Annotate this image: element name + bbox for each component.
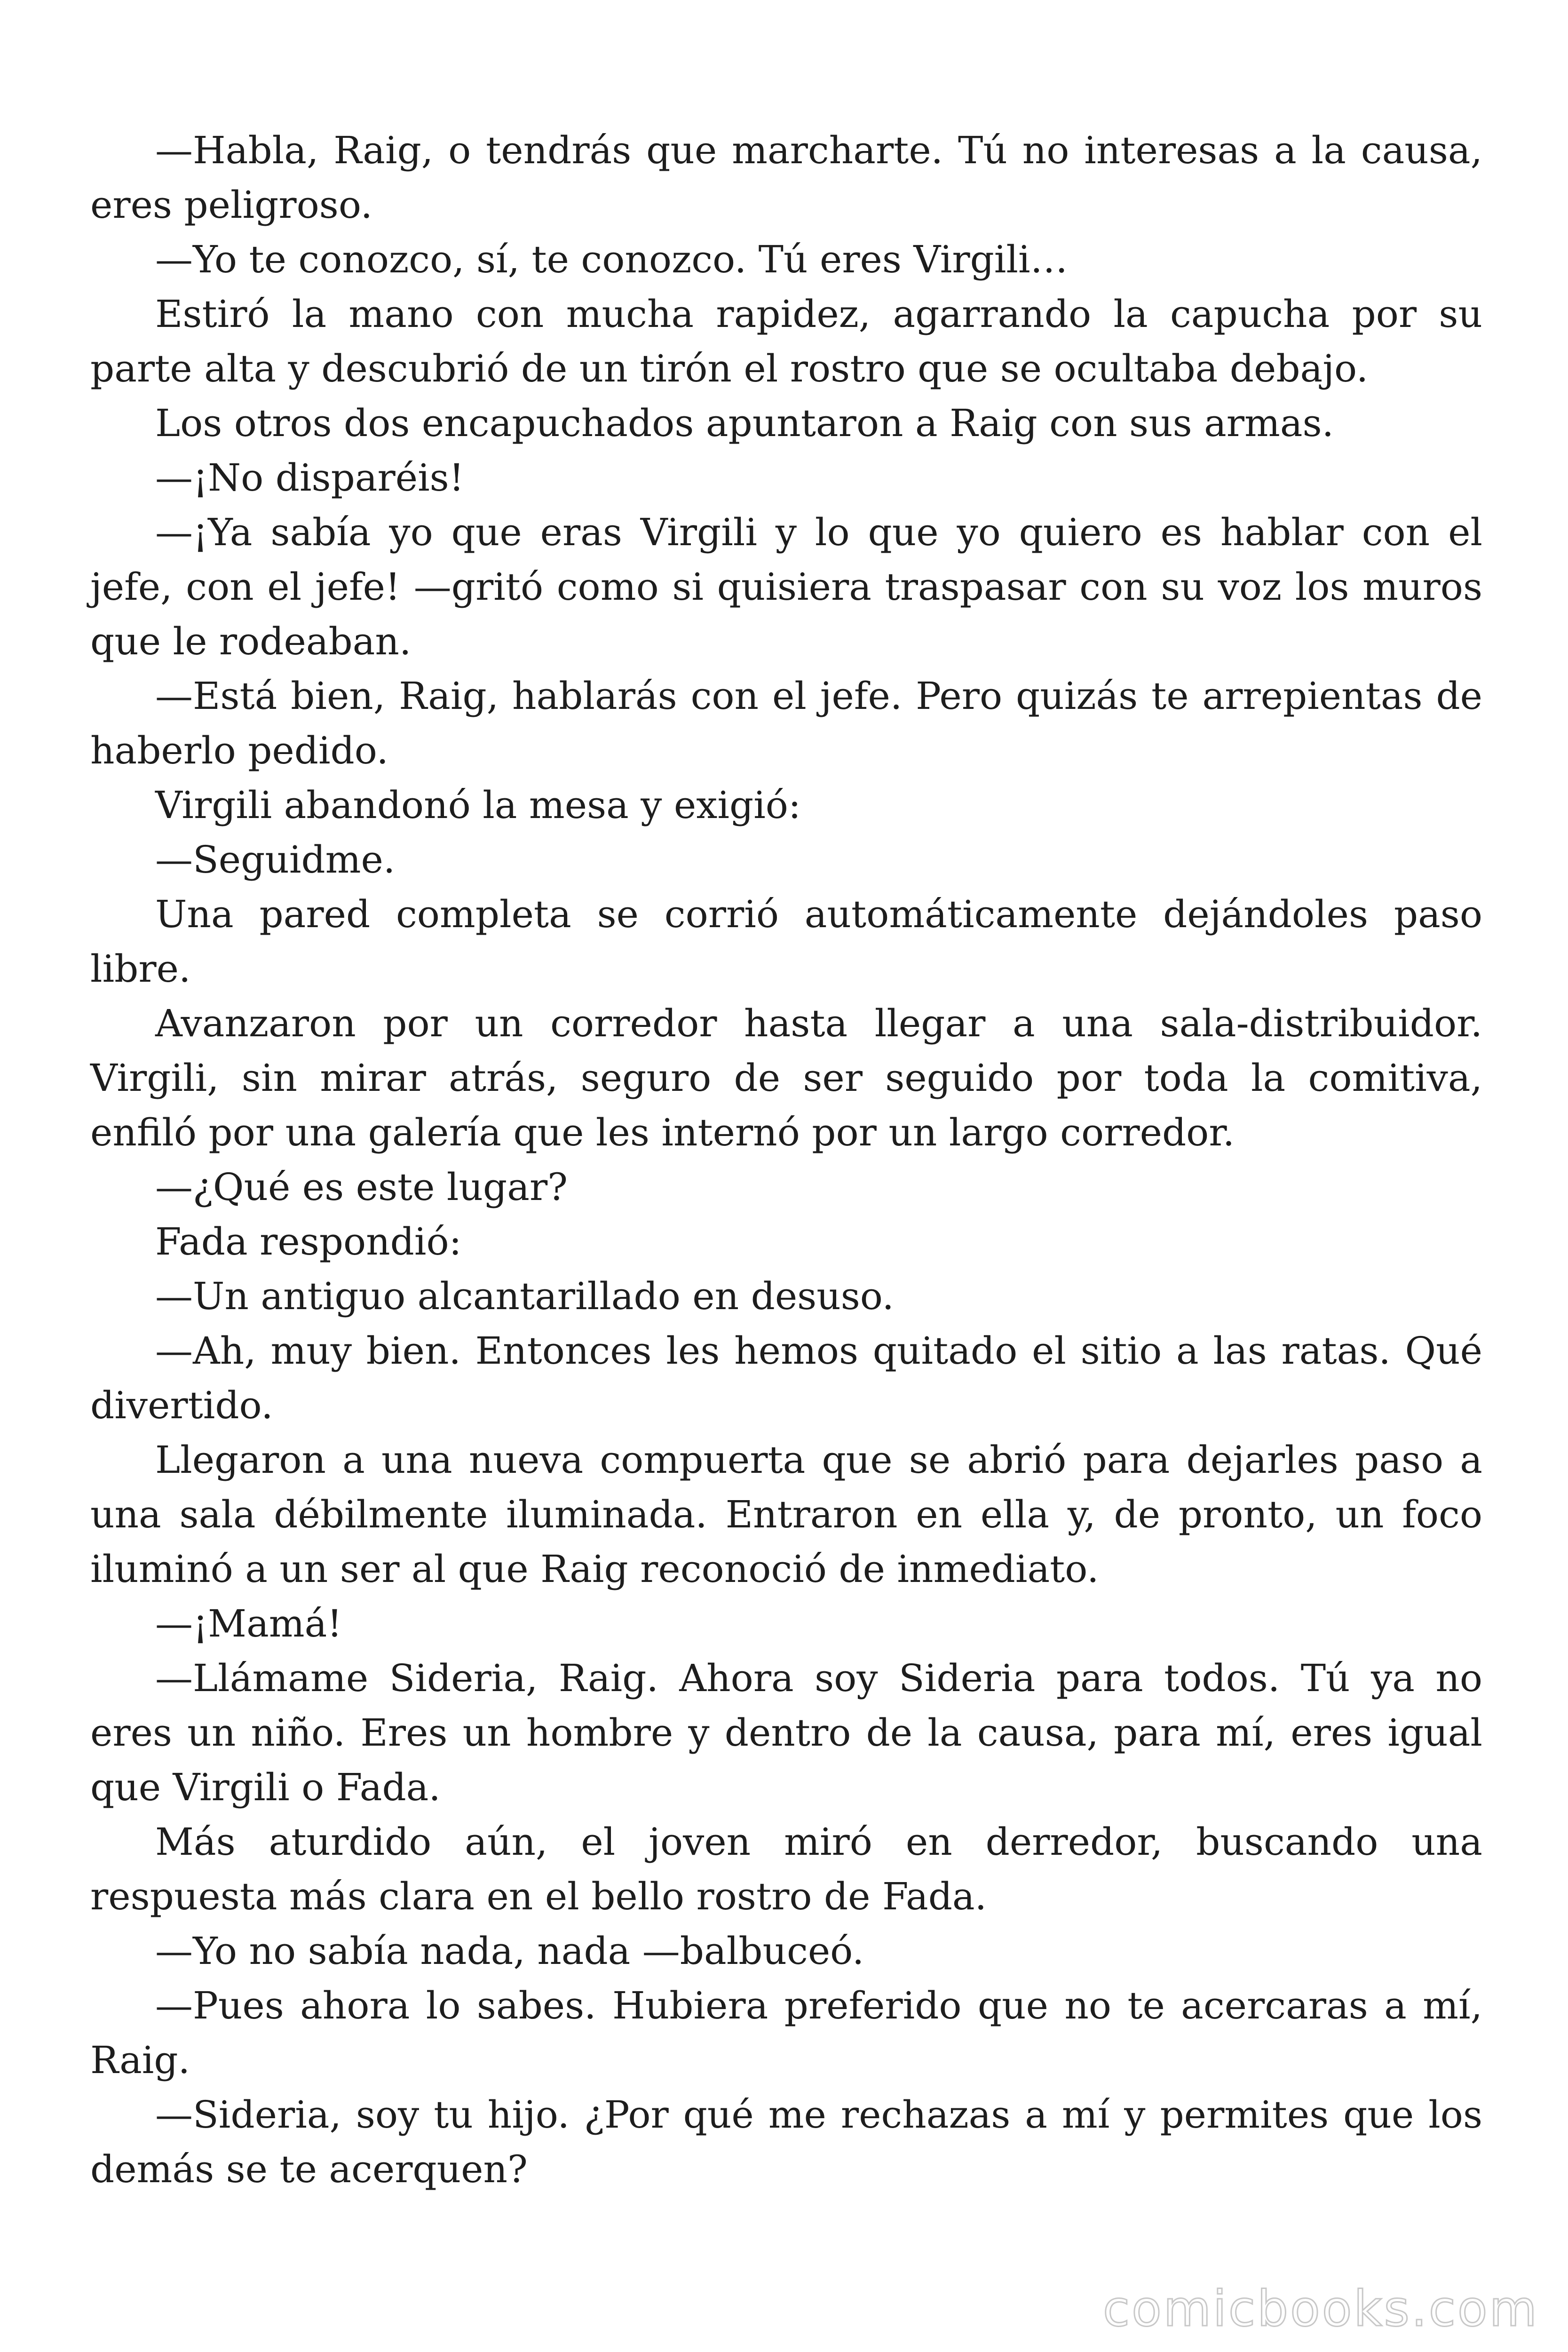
paragraph: —Sideria, soy tu hijo. ¿Por qué me rechazas a mí y permites que los demás se te acerquen?	[90, 2093, 1482, 2191]
paragraph: —Está bien, Raig, hablarás con el jefe. Pero quizás te arrepientas de haberlo pedido.	[90, 674, 1482, 772]
paragraph: —Habla, Raig, o tendrás que marcharte. Tú no interesas a la causa, eres peligroso.	[90, 128, 1482, 227]
page-text	[90, 123, 1482, 2197]
paragraph: Una pared completa se corrió automáticamente dejándoles paso libre.	[90, 892, 1482, 991]
paragraph: —Pues ahora lo sabes. Hubiera preferido que no te acercaras a mí, Raig.	[90, 1984, 1482, 2082]
watermark: comicbooks.com	[1102, 2280, 1539, 2337]
paragraph: Los otros dos encapuchados apuntaron a Raig con sus armas.	[155, 401, 1334, 445]
paragraph: —¡Ya sabía yo que eras Virgili y lo que yo quiero es hablar con el jefe, con el jefe! —gritó como si quisiera traspasar con su voz los muros que le rodeaban.	[90, 510, 1482, 663]
paragraph: —¿Qué es este lugar?	[155, 1165, 568, 1209]
paragraph: Llegaron a una nueva compuerta que se abrió para dejarles paso a una sala débilmente iluminada. Entraron en ella y, de pronto, un foco iluminó a un ser al que Raig reconoció de inmediato.	[90, 1438, 1482, 1591]
paragraph: —¡Mamá!	[155, 1602, 342, 1645]
paragraph: —Llámame Sideria, Raig. Ahora soy Sideria para todos. Tú ya no eres un niño. Eres un hombre y dentro de la causa, para mí, eres igual que Virgili o Fada.	[90, 1656, 1482, 1809]
paragraph: —Yo te conozco, sí, te conozco. Tú eres Virgili…	[155, 238, 1068, 281]
paragraph: Estiró la mano con mucha rapidez, agarrando la capucha por su parte alta y descubrió de un tirón el rostro que se ocultaba debajo.	[90, 292, 1482, 390]
paragraph: Fada respondió:	[155, 1220, 462, 1263]
paragraph: —¡No disparéis!	[155, 456, 464, 500]
paragraph: —Yo no sabía nada, nada —balbuceó.	[155, 1929, 864, 1973]
paragraph: —Un antiguo alcantarillado en desuso.	[155, 1274, 894, 1318]
paragraph: Avanzaron por un corredor hasta llegar a una sala-distribuidor. Virgili, sin mirar atrás, seguro de ser seguido por toda la comitiva, enfiló por una galería que les internó por un largo corredor.	[90, 1001, 1482, 1154]
paragraph: Virgili abandonó la mesa y exigió:	[155, 783, 801, 827]
paragraph: —Seguidme.	[155, 838, 396, 882]
paragraph: —Ah, muy bien. Entonces les hemos quitado el sitio a las ratas. Qué divertido.	[90, 1329, 1482, 1427]
paragraph: Más aturdido aún, el joven miró en derredor, buscando una respuesta más clara en el bello rostro de Fada.	[90, 1820, 1482, 1918]
